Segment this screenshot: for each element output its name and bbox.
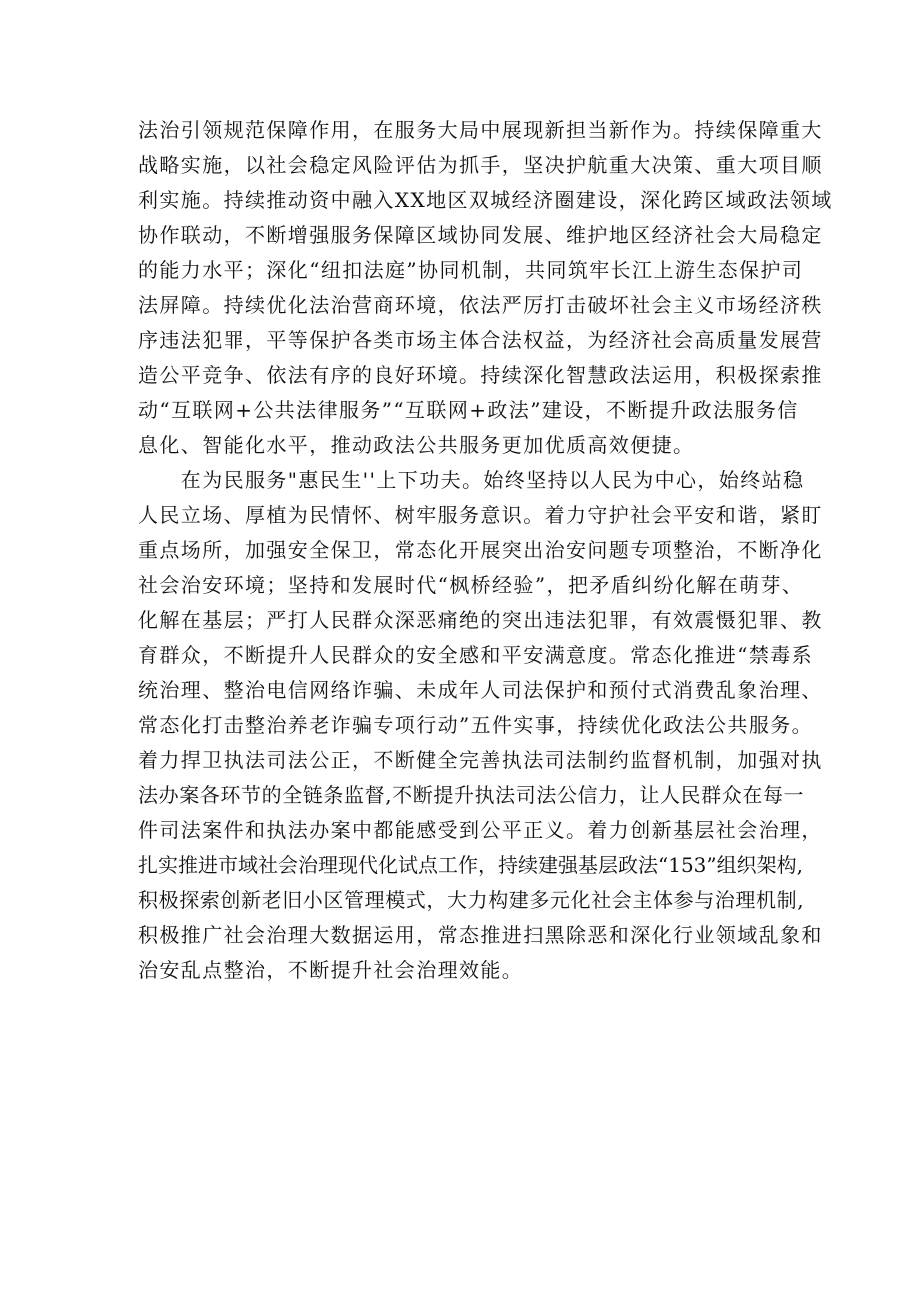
text-line: 人民立场、厚植为民情怀、树牢服务意识。着力守护社会平安和谐，紧盯 bbox=[138, 503, 823, 527]
document-body bbox=[138, 113, 833, 988]
text-line: 化解在基层；严打人民群众深恶痛绝的突出违法犯罪，有效震慑犯罪、教 bbox=[138, 608, 823, 632]
text-line: 育群众，不断提升人民群众的安全感和平安满意度。常态化推进“禁毒系 bbox=[138, 643, 814, 667]
text-line: 利实施。持续推动资中融入XX地区双城经济圈建设，深化跨区域政法领域 bbox=[138, 188, 833, 212]
text-line: 积极探索创新老旧小区管理模式，大力构建多元化社会主体参与治理机制, bbox=[138, 888, 805, 912]
text-line: 社会治安环境；坚持和发展时代“枫桥经验”，把矛盾纠纷化解在萌芽、 bbox=[138, 573, 804, 597]
text-line: 着力捍卫执法司法公正，不断健全完善执法司法制约监督机制，加强对执 bbox=[138, 748, 823, 772]
text-line: 的能力水平；深化“纽扣法庭”协同机制，共同筑牢长江上游生态保护司 bbox=[138, 258, 804, 282]
text-line: 积极推广社会治理大数据运用，常态推进扫黑除恶和深化行业领域乱象和 bbox=[138, 923, 823, 947]
text-line: 重点场所，加强安全保卫，常态化开展突出治安问题专项整治，不断净化 bbox=[138, 538, 823, 562]
text-line: 动“互联网+公共法律服务”“互联网+政法”建设，不断提升政法服务信 bbox=[138, 398, 799, 422]
text-line: 法屏障。持续优化法治营商环境，依法严厉打击破坏社会主义市场经济秩 bbox=[138, 293, 823, 317]
text-line: 统治理、整治电信网络诈骗、未成年人司法保护和预付式消费乱象治理、 bbox=[138, 678, 823, 702]
paragraph-2 bbox=[138, 463, 823, 988]
text-line: 法办案各环节的全链条监督,不断提升执法司法公信力，让人民群众在每一 bbox=[138, 783, 805, 807]
paragraph-1 bbox=[138, 113, 833, 463]
text-line: 治安乱点整治，不断提升社会治理效能。 bbox=[138, 958, 524, 982]
text-line: 序违法犯罪，平等保护各类市场主体合法权益，为经济社会高质量发展营 bbox=[138, 328, 823, 352]
text-line: 常态化打击整治养老诈骗专项行动”五件实事，持续优化政法公共服务。 bbox=[138, 713, 814, 737]
text-line: 造公平竞争、依法有序的良好环境。持续深化智慧政法运用，积极探索推 bbox=[138, 363, 823, 387]
text-line: 协作联动，不断增强服务保障区域协同发展、维护地区经济社会大局稳定 bbox=[138, 223, 823, 247]
text-line: 在为民服务"惠民生''上下功夫。始终坚持以人民为中心，始终站稳 bbox=[138, 468, 805, 492]
text-line: 扎实推进市域社会治理现代化试点工作，持续建强基层政法“153”组织架构, bbox=[138, 853, 803, 877]
text-line: 息化、智能化水平，推动政法公共服务更加优质高效便捷。 bbox=[138, 433, 695, 457]
text-line: 战略实施，以社会稳定风险评估为抓手，坚决护航重大决策、重大项目顺 bbox=[138, 153, 823, 177]
text-line: 法治引领规范保障作用，在服务大局中展现新担当新作为。持续保障重大 bbox=[138, 118, 823, 142]
text-line: 件司法案件和执法办案中都能感受到公平正义。着力创新基层社会治理， bbox=[138, 818, 823, 842]
